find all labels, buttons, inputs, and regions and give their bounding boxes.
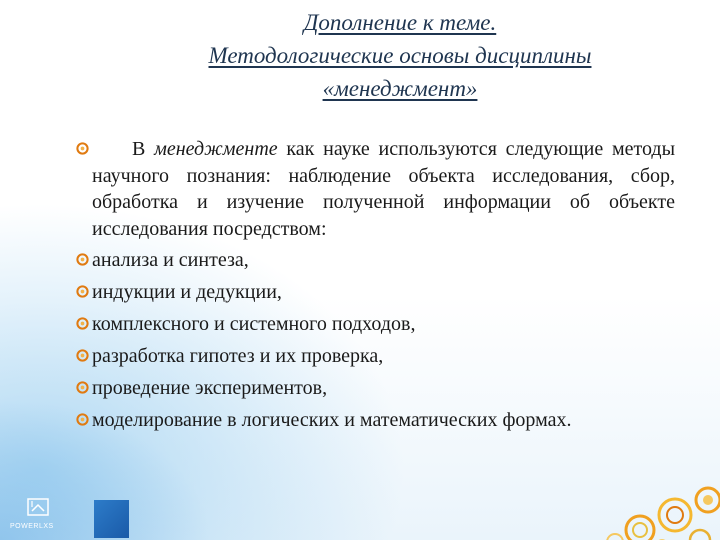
intro-first-line-rest: как науке используются: [286, 138, 497, 160]
title-line-3: «менеджмент»: [322, 76, 478, 101]
list-item-text: проведение экспериментов,: [92, 377, 328, 399]
list-item-text: разработка гипотез и их проверка,: [92, 345, 384, 367]
intro-paragraph: [70, 136, 675, 242]
swirl-decoration-icon: [580, 470, 720, 540]
intro-word: В: [132, 138, 146, 160]
bullet-icon: [76, 142, 89, 155]
list-item: [70, 279, 675, 306]
bullet-icon: [76, 413, 89, 426]
list-item: [70, 247, 675, 274]
list-item-text: моделирование в логических и математических формах.: [92, 409, 572, 431]
bullet-icon: [76, 381, 89, 394]
bullet-icon: [76, 349, 89, 362]
bullet-icon: [76, 253, 89, 266]
powerlxs-logo-icon: [6, 497, 66, 537]
bullet-icon: [76, 285, 89, 298]
list-item-text: индукции и дедукции,: [92, 281, 282, 303]
list-item-text: комплексного и системного подходов,: [92, 313, 416, 335]
title-line-2: Методологические основы дисциплины: [208, 43, 592, 68]
list-item: [70, 311, 675, 338]
slide-content: [70, 136, 675, 434]
list-item-text: анализа и синтеза,: [92, 249, 249, 271]
intro-emphasis: менеджменте: [154, 138, 278, 160]
logo-text: POWERLXS: [10, 523, 54, 530]
decorative-blue-square: [94, 500, 129, 538]
bullet-icon: [76, 317, 89, 330]
intro-rest: следующие методы научного познания: наблюдение объекта исследования, сбор, обработка и изучение полученной информации об объекте исследования посредством:: [92, 138, 676, 240]
list-item: [70, 343, 675, 370]
list-item: [70, 407, 675, 434]
slide-title: [120, 6, 680, 105]
title-line-1: Дополнение к теме.: [303, 10, 497, 35]
list-item: [70, 375, 675, 402]
